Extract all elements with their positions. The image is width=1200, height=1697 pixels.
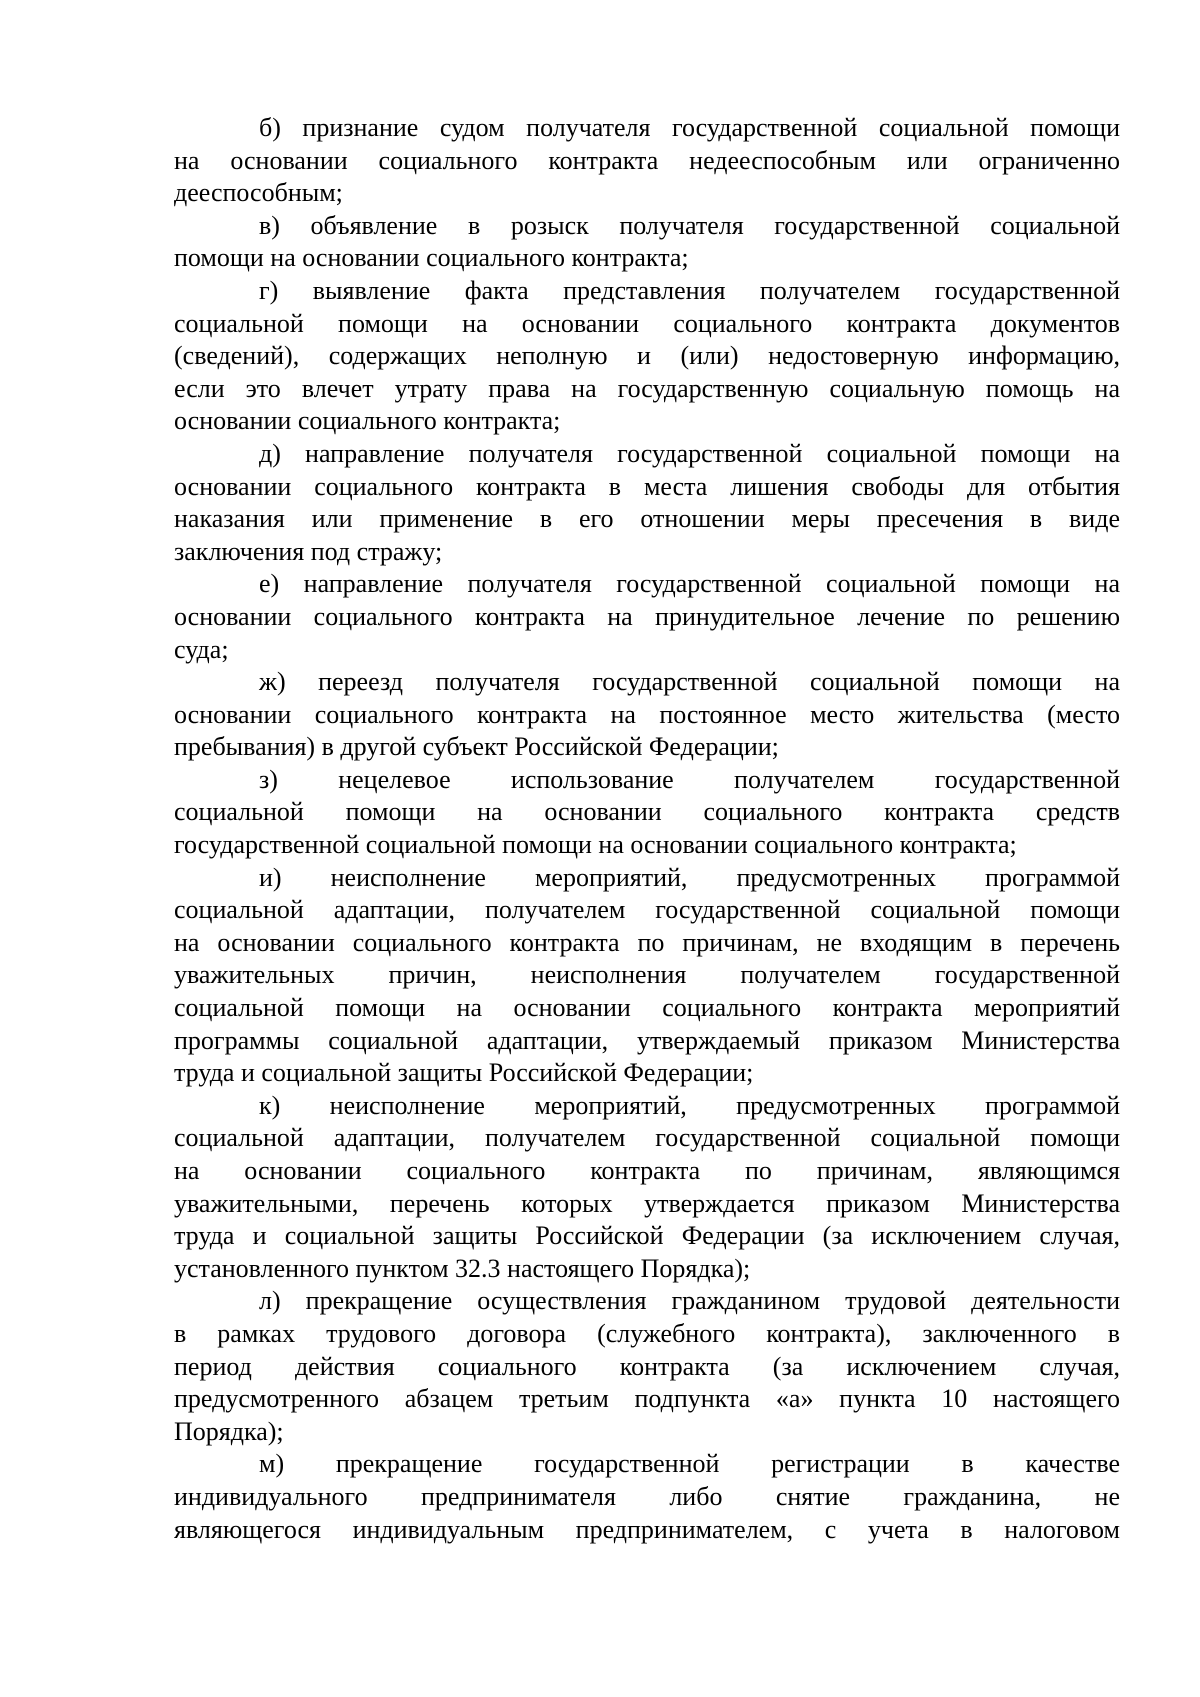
paragraph-line: социальной помощи на основании социального контракта средств [174,797,1120,827]
paragraph-line: помощи на основании социального контракта; [174,243,689,273]
paragraph-line: е) направление получателя государственной социальной помощи на [259,569,1120,599]
paragraph-line: уважительными, перечень которых утверждается приказом Министерства [174,1188,1120,1218]
paragraph-line: к) неисполнение мероприятий, предусмотренных программой [259,1090,1120,1120]
paragraph-line: наказания или применение в его отношении меры пресечения в виде [174,504,1120,534]
paragraph-line: в) объявление в розыск получателя государственной социальной [259,210,1120,240]
paragraph-line: дееспособным; [174,178,343,208]
paragraph-line: государственной социальной помощи на основании социального контракта; [174,830,1017,860]
paragraph-m [174,1448,1120,1546]
paragraph-line: социальной помощи на основании социального контракта документов [174,308,1120,338]
paragraph-line: предусмотренного абзацем третьим подпункта «а» пункта 10 настоящего [174,1384,1120,1414]
paragraph-b [174,112,1120,210]
paragraph-line: заключения под стражу; [174,536,443,566]
paragraph-line: г) выявление факта представления получателем государственной [259,275,1120,305]
paragraph-line: социальной адаптации, получателем государственной социальной помощи [174,895,1120,925]
paragraph-line: (сведений), содержащих неполную и (или) недостоверную информацию, [174,341,1120,371]
paragraph-line: основании социального контракта в места лишения свободы для отбытия [174,471,1120,501]
paragraph-line: основании социального контракта на постоянное место жительства (место [174,699,1120,729]
paragraph-line: Порядка); [174,1416,284,1446]
paragraph-d [174,438,1120,568]
paragraph-line: уважительных причин, неисполнения получателем государственной [174,960,1120,990]
paragraph-z [174,764,1120,862]
paragraph-line: период действия социального контракта (за исключением случая, [174,1351,1120,1381]
paragraph-line: и) неисполнение мероприятий, предусмотренных программой [259,862,1120,892]
paragraph-line: являющегося индивидуальным предпринимателем, с учета в налоговом [174,1514,1120,1544]
paragraph-k [174,1090,1120,1286]
paragraph-line: л) прекращение осуществления гражданином трудовой деятельности [259,1286,1120,1316]
paragraph-e [174,568,1120,666]
paragraph-line: индивидуального предпринимателя либо снятие гражданина, не [174,1481,1120,1511]
paragraph-line: если это влечет утрату права на государственную социальную помощь на [174,373,1120,403]
paragraph-line: д) направление получателя государственной социальной помощи на [259,438,1120,468]
paragraph-line: программы социальной адаптации, утверждаемый приказом Министерства [174,1025,1120,1055]
paragraph-line: м) прекращение государственной регистрации в качестве [259,1449,1120,1479]
paragraph-line: труда и социальной защиты Российской Федерации (за исключением случая, [174,1221,1120,1251]
paragraph-line: социальной адаптации, получателем государственной социальной помощи [174,1123,1120,1153]
paragraph-line: на основании социального контракта по причинам, не входящим в перечень [174,927,1120,957]
paragraph-line: на основании социального контракта недееспособным или ограниченно [174,145,1120,175]
paragraph-line: з) нецелевое использование получателем государственной [259,764,1120,794]
paragraph-line: на основании социального контракта по причинам, являющимся [174,1156,1120,1185]
paragraph-line: основании социального контракта; [174,406,561,436]
paragraph-g [174,275,1120,438]
paragraph-line: суда; [174,634,229,664]
paragraph-line: труда и социальной защиты Российской Федерации; [174,1058,754,1088]
paragraph-line: ж) переезд получателя государственной социальной помощи на [259,667,1120,697]
paragraph-zh [174,666,1120,764]
document-page [174,112,1120,1546]
paragraph-line: основании социального контракта на принудительное лечение по решению [174,601,1120,631]
paragraph-line: пребывания) в другой субъект Российской Федерации; [174,732,779,762]
paragraph-line: в рамках трудового договора (служебного контракта), заключенного в [174,1318,1120,1348]
paragraph-line: установленного пунктом 32.3 настоящего Порядка); [174,1253,751,1283]
paragraph-i [174,862,1120,1090]
paragraph-v [174,210,1120,275]
paragraph-l [174,1285,1120,1448]
paragraph-line: б) признание судом получателя государственной социальной помощи [259,113,1120,142]
paragraph-line: социальной помощи на основании социального контракта мероприятий [174,993,1120,1023]
